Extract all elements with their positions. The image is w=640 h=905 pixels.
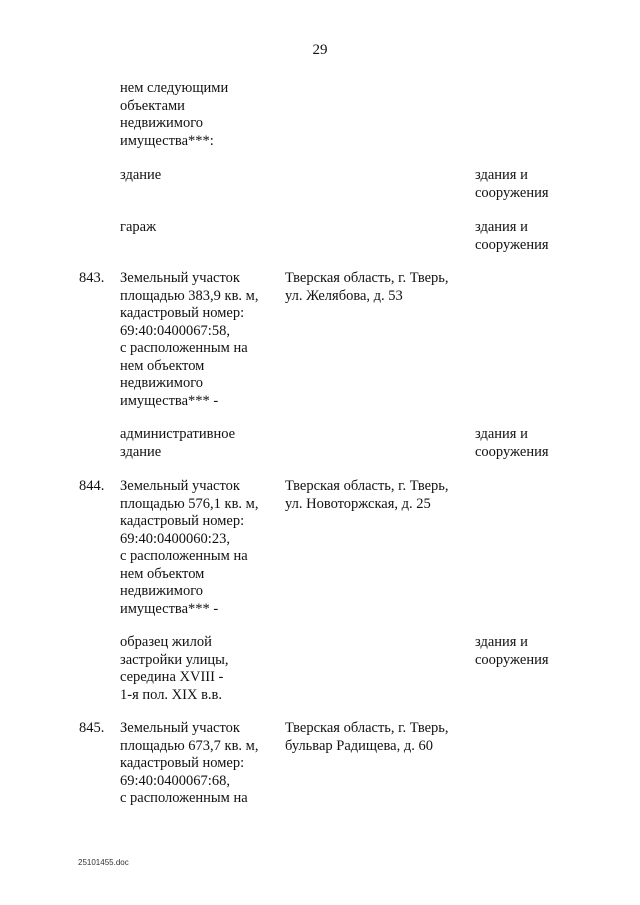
entry-number: 844.	[79, 478, 105, 494]
object-name: здание	[120, 167, 162, 183]
continuation-description: нем следующими объектами недвижимого имущества***:	[120, 80, 229, 149]
entry-description: Земельный участок площадью 383,9 кв. м, кадастровый номер: 69:40:0400067:58, с расположенным на нем объектом недвижимого имущества*** -	[120, 270, 259, 409]
object-type: здания и сооружения	[475, 167, 549, 201]
object-type: здания и сооружения	[475, 219, 549, 253]
object-type: здания и сооружения	[475, 634, 549, 668]
entry-address: Тверская область, г. Тверь, бульвар Радищева, д. 60	[285, 720, 449, 754]
entry-address: Тверская область, г. Тверь, ул. Новоторжская, д. 25	[285, 478, 449, 512]
document-filename: 25101455.doc	[78, 858, 129, 867]
entry-number: 845.	[79, 720, 105, 736]
object-name: образец жилой застройки улицы, середина XVIII - 1-я пол. XIX в.в.	[120, 634, 229, 703]
page-number: 29	[312, 42, 328, 58]
entry-description: Земельный участок площадью 576,1 кв. м, кадастровый номер: 69:40:0400060:23, с расположенным на нем объектом недвижимого имущества*** -	[120, 478, 259, 617]
object-name: административное здание	[120, 426, 236, 460]
object-name: гараж	[120, 219, 157, 235]
entry-address: Тверская область, г. Тверь, ул. Желябова, д. 53	[285, 270, 449, 304]
entry-number: 843.	[79, 270, 105, 286]
entry-description: Земельный участок площадью 673,7 кв. м, кадастровый номер: 69:40:0400067:68, с расположенным на	[120, 720, 259, 806]
object-type: здания и сооружения	[475, 426, 549, 460]
